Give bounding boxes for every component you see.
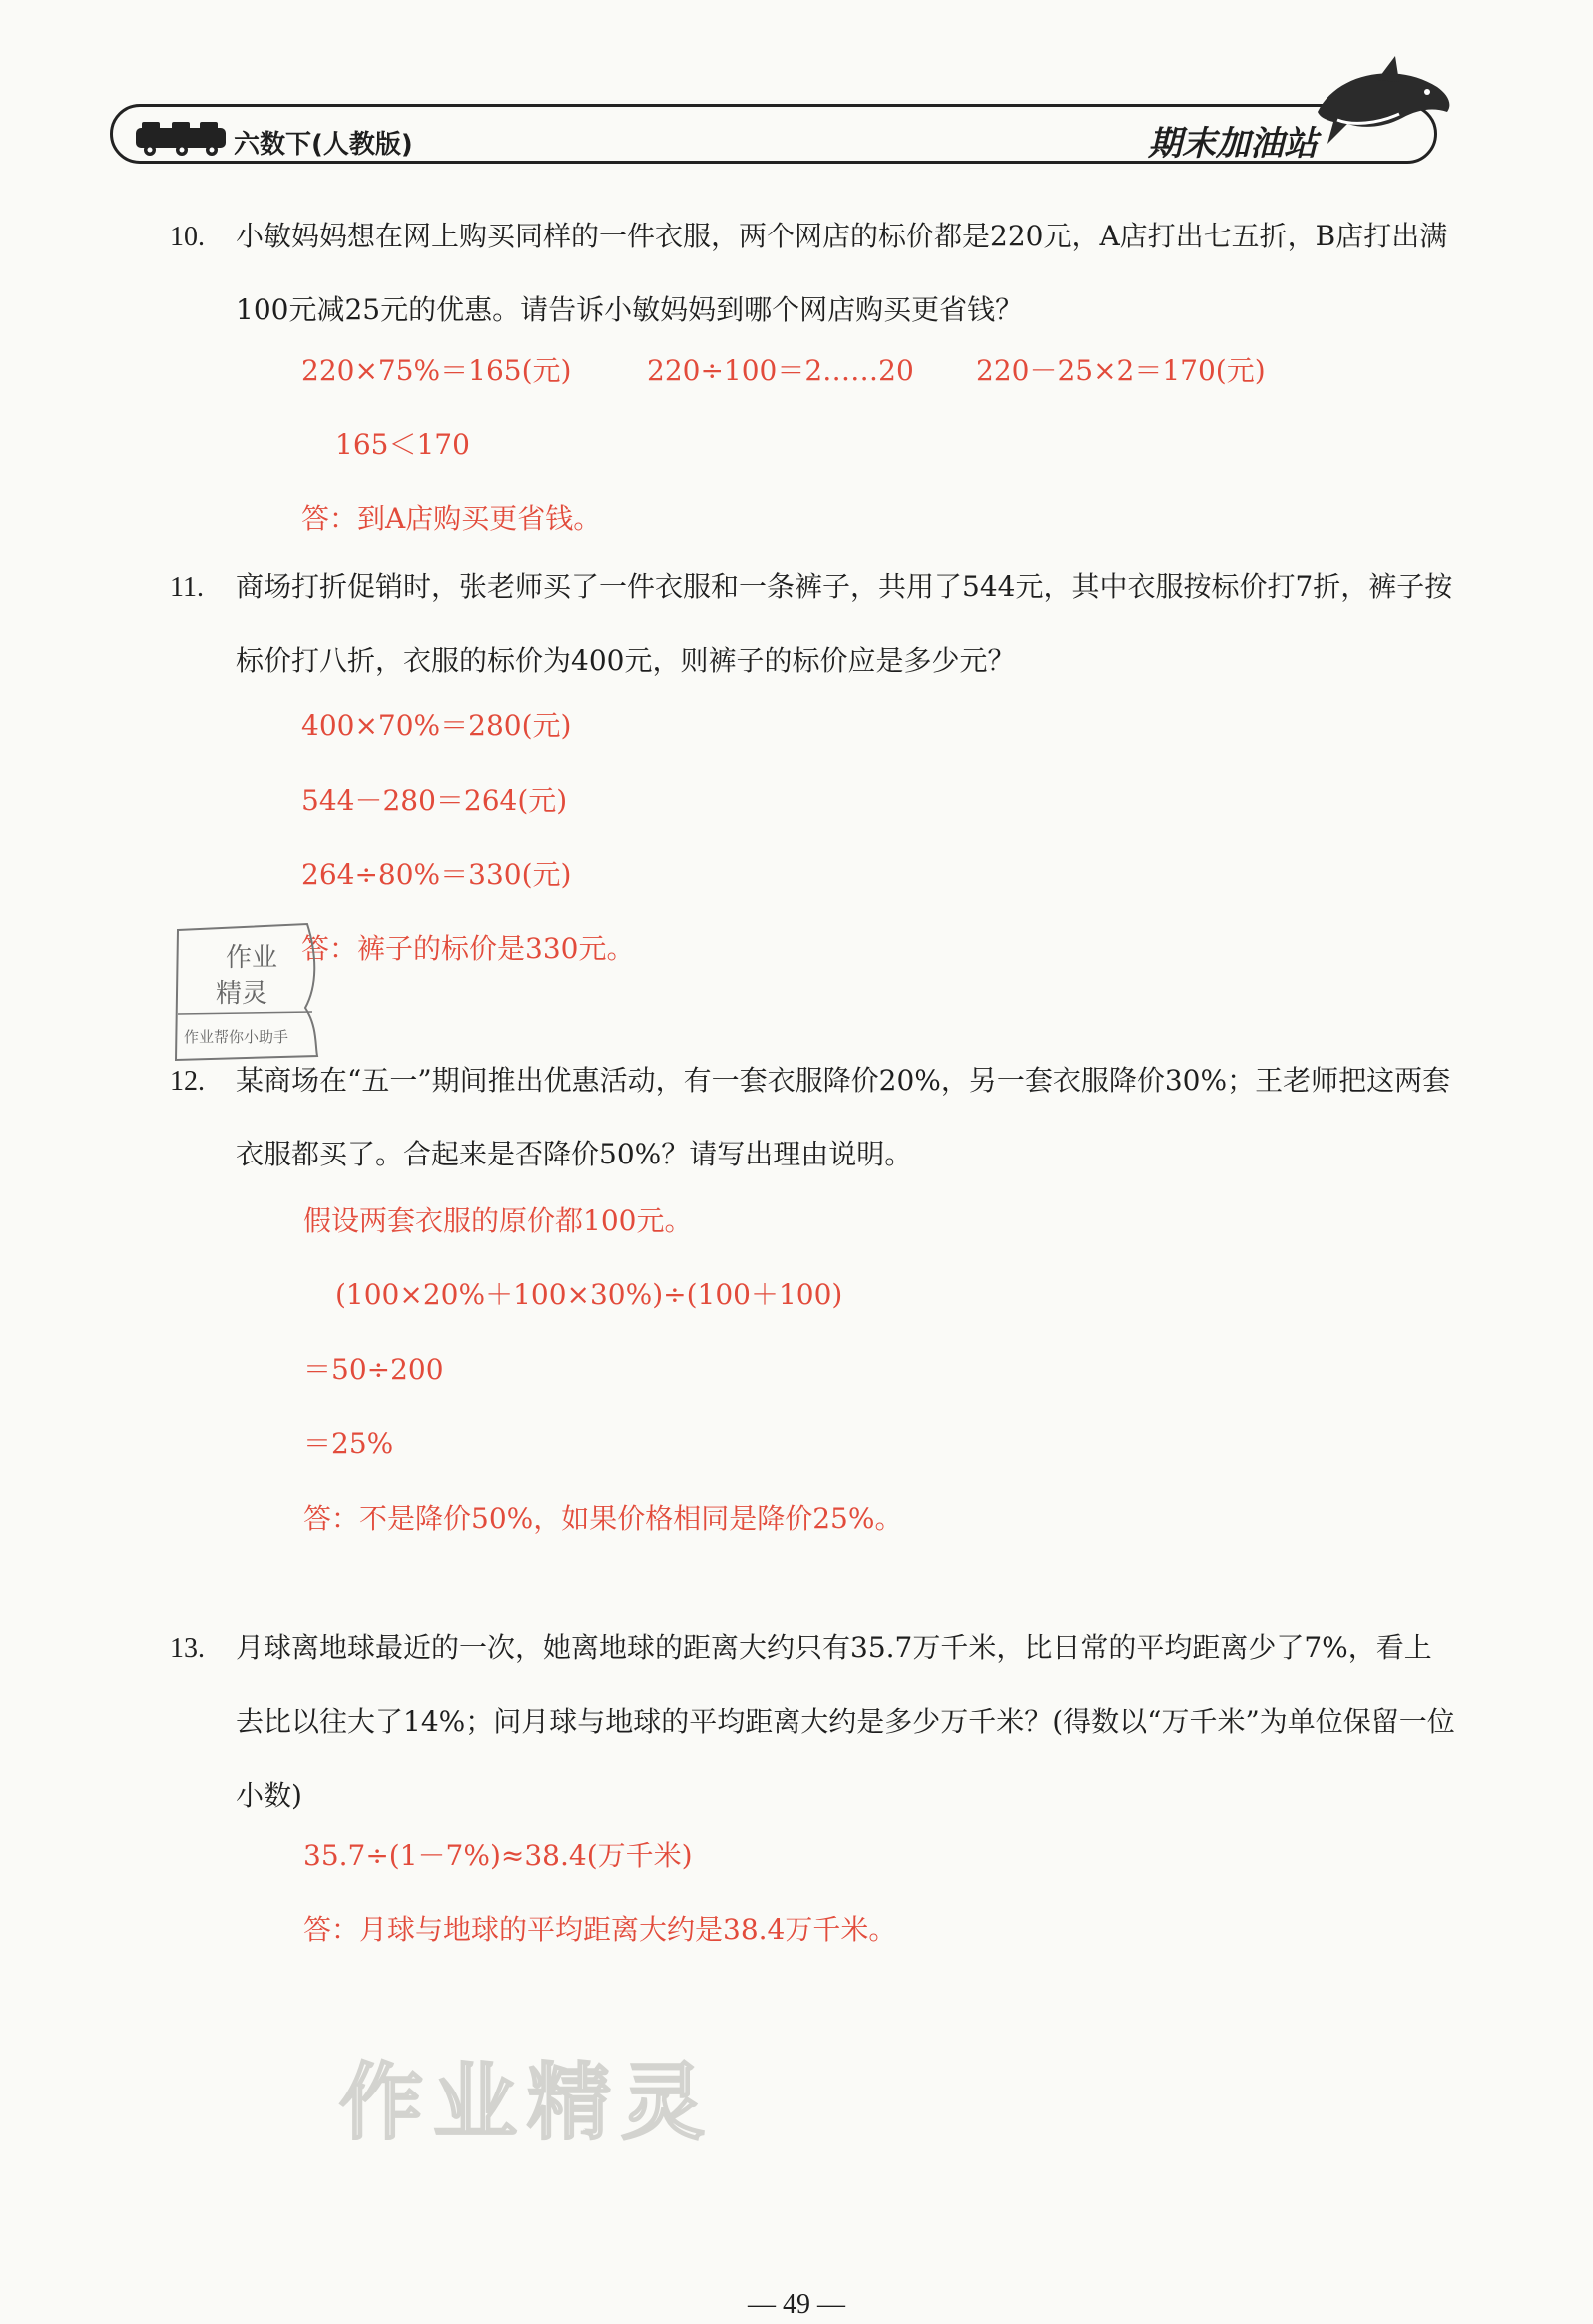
answer-line: 165＜170 bbox=[335, 428, 470, 461]
answer-conclusion: 答：到A店购买更省钱。 bbox=[301, 502, 602, 535]
answer-line: (100×20%＋100×30%)÷(100＋100) bbox=[335, 1278, 843, 1311]
answer-line: 假设两套衣服的原价都100元。 bbox=[303, 1204, 693, 1237]
series-title: 期末加油站 bbox=[1148, 124, 1318, 164]
book-title: 六数下(人教版) bbox=[234, 130, 413, 160]
problem-text: 小敏妈妈想在网上购买同样的一件衣服，两个网店的标价都是220元，A店打出七五折，B店打出满100元减25元的优惠。请告诉小敏妈妈到哪个网店购买更省钱？ bbox=[236, 220, 1448, 326]
answer-line: 220×75%＝165(元) bbox=[301, 354, 572, 387]
problem-number: 10. bbox=[170, 222, 205, 252]
problem-number: 13. bbox=[170, 1633, 205, 1664]
car-logo-icon bbox=[132, 114, 232, 158]
problem-text: 某商场在“五一”期间推出优惠活动，有一套衣服降价20%，另一套衣服降价30%；王老师把这两套衣服都买了。合起来是否降价50%？请写出理由说明。 bbox=[236, 1064, 1451, 1170]
dolphin-icon bbox=[1308, 52, 1457, 162]
problem-number: 12. bbox=[170, 1066, 205, 1097]
answer-line: 220－25×2＝170(元) bbox=[976, 354, 1266, 387]
answer-line: 220÷100＝2……20 bbox=[647, 354, 914, 387]
problem-number: 11. bbox=[170, 572, 204, 603]
answer-conclusion: 答：不是降价50%，如果价格相同是降价25%。 bbox=[303, 1502, 903, 1535]
problem-text: 月球离地球最近的一次，她离地球的距离大约只有35.7万千米，比日常的平均距离少了7%，看上去比以往大了14%；问月球与地球的平均距离大约是多少万千米？(得数以“万千米”为单位保留一位小数) bbox=[236, 1631, 1455, 1812]
answer-conclusion: 答：月球与地球的平均距离大约是38.4万千米。 bbox=[303, 1913, 897, 1946]
answer-line: 400×70%＝280(元) bbox=[301, 709, 572, 742]
answer-line: ＝50÷200 bbox=[303, 1353, 444, 1386]
answer-line: 264÷80%＝330(元) bbox=[301, 858, 572, 891]
answer-line: ＝25% bbox=[303, 1427, 394, 1460]
svg-text:作业: 作业 bbox=[226, 943, 278, 973]
answer-line: 35.7÷(1－7%)≈38.4(万千米) bbox=[303, 1839, 693, 1872]
svg-text:作业帮你小助手: 作业帮你小助手 bbox=[184, 1028, 289, 1046]
svg-text:精灵: 精灵 bbox=[216, 979, 268, 1009]
page-number: — 49 — bbox=[748, 2289, 845, 2320]
watermark: 作业精灵 bbox=[339, 2054, 716, 2151]
problem-text: 商场打折促销时，张老师买了一件衣服和一条裤子，共用了544元，其中衣服按标价打7折，裤子按标价打八折，衣服的标价为400元，则裤子的标价应是多少元？ bbox=[236, 570, 1453, 677]
answer-conclusion: 答：裤子的标价是330元。 bbox=[301, 932, 635, 965]
page-header bbox=[110, 92, 1437, 172]
answer-line: 544－280＝264(元) bbox=[301, 784, 568, 817]
